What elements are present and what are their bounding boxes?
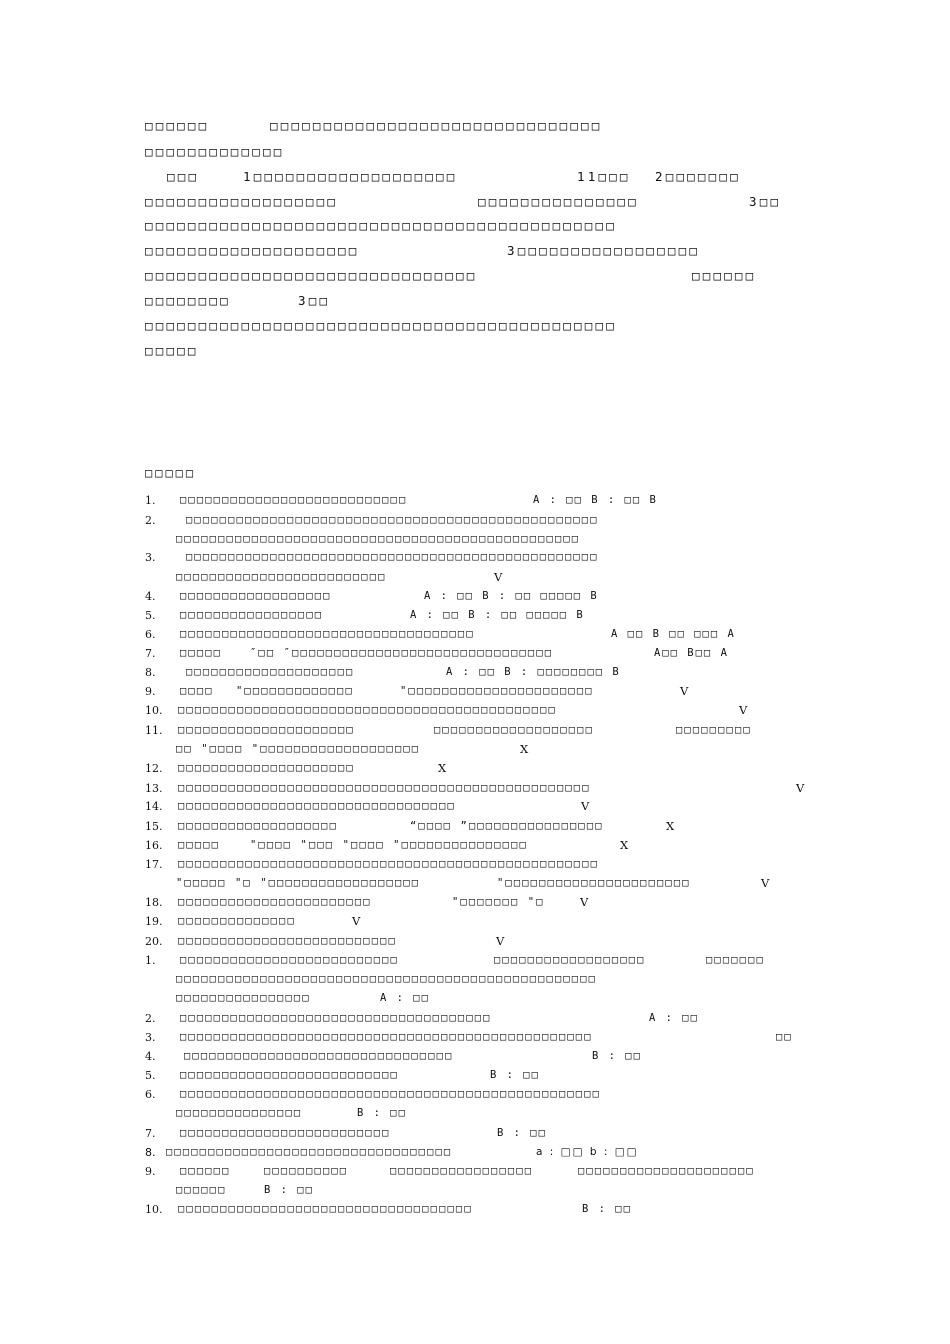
answer: A : □□ B : □□□□□□□□ B — [446, 666, 621, 678]
answer: V — [581, 799, 590, 813]
answer: V — [580, 895, 589, 909]
answer: B : □□ — [357, 1107, 407, 1119]
answer: A : □□ B : □□ B — [533, 494, 658, 506]
answer: X — [666, 819, 675, 833]
answer: X — [520, 742, 529, 756]
intro-line-9: □□□□□□□□□□□□□□□□□□□□□□□□□□□□□□□□□□□□□□□□□□□□ — [145, 318, 617, 333]
section-title: □□□□□ — [145, 466, 197, 480]
answer: X — [620, 838, 629, 852]
answer: V — [739, 703, 748, 717]
answer: V — [761, 876, 770, 890]
intro-line-5: □□□□□□□□□□□□□□□□□□□□□□□□□□□□□□□□□□□□□□□□□□□□ — [145, 218, 617, 233]
answer: A □□ B □□ □□□ A — [611, 628, 736, 640]
answer: V — [494, 570, 503, 584]
answer: V — [352, 914, 361, 928]
answer: X — [438, 761, 447, 775]
intro-line-2: □□□□□□□□□□□□□ — [145, 144, 285, 159]
answer: V — [796, 781, 805, 795]
answer: a : □□ b : □□ — [536, 1146, 639, 1158]
answer: B : □□ — [497, 1127, 547, 1139]
answer: B : □□ — [264, 1184, 314, 1196]
answer: V — [496, 934, 505, 948]
answer: V — [680, 684, 689, 698]
answer: A : □□ B : □□ □□□□□ B — [424, 590, 599, 602]
intro-line-10: □□□□□ — [145, 343, 199, 358]
answer: A : □□ B : □□ □□□□□ B — [410, 609, 585, 621]
answer: A□□ B□□ A — [654, 647, 729, 659]
answer: A : □□ — [380, 992, 430, 1004]
answer: □□ — [776, 1031, 793, 1043]
answer: B : □□ — [490, 1069, 540, 1081]
answer: B : □□ — [592, 1050, 642, 1062]
answer: B : □□ — [582, 1203, 632, 1215]
answer: A : □□ — [649, 1012, 699, 1024]
